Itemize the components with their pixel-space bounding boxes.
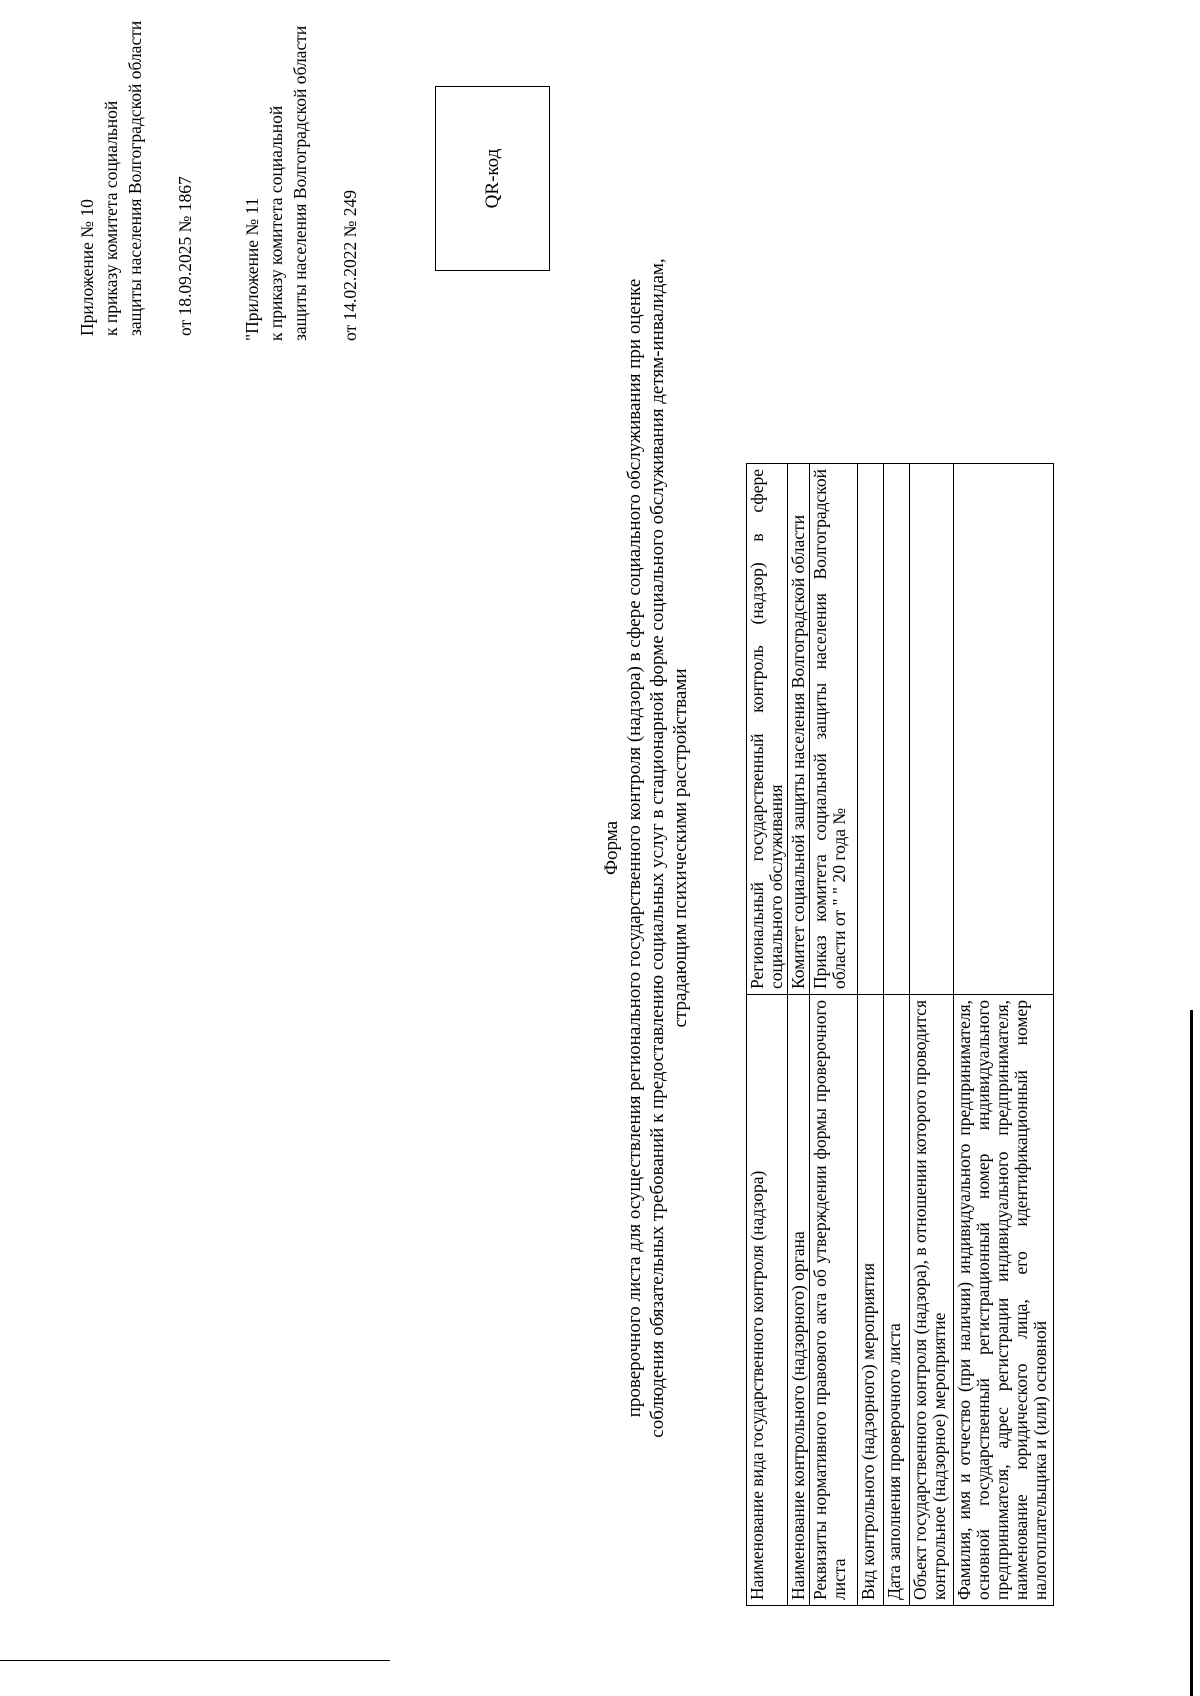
appendix-original-line2: к приказу комитета социальной <box>266 105 286 341</box>
row-value-entity-details <box>954 464 1054 995</box>
row-label-control-type: Наименование вида государственного контроля (надзора) <box>747 995 788 1606</box>
row-label-entity-details: Фамилия, имя и отчество (при наличии) индивидуального предпринимателя, основной государственный регистрационный номер индивидуального предпринимателя, адрес регистрации индивидуального предпринимателя, наименование юридического лица, его идентификационный номер налогоплательщика и (или) основной <box>954 995 1054 1606</box>
table-row <box>910 464 954 1606</box>
row-value-event-type <box>858 464 884 995</box>
form-title-line1: проверочного листа для осуществления регионального государственного контроля (надзора) в сфере социального обслуживания при оценке <box>624 278 645 1418</box>
scan-edge-line-right <box>1190 1010 1193 1696</box>
table-row <box>788 464 810 1606</box>
qr-code-placeholder <box>435 86 550 271</box>
appendix-original-line1: "Приложение № 11 <box>242 197 262 341</box>
row-value-legal-act: Приказ комитета социальной защиты населения Волгоградской области от " " 20 года № <box>810 464 858 995</box>
appendix-current-line1: Приложение № 10 <box>77 199 97 336</box>
checklist-table <box>746 463 1054 1606</box>
table-row <box>884 464 910 1606</box>
form-title-line2: соблюдения обязательных требований к предоставлению социальных услуг в стационарной форме социального обслуживания детям-инвалидам, <box>647 258 668 1438</box>
row-value-authority: Комитет социальной защиты населения Волгоградской области <box>788 464 810 995</box>
appendix-current-line3: защиты населения Волгоградской области <box>125 20 145 336</box>
row-value-fill-date <box>884 464 910 995</box>
table-row <box>954 464 1054 1606</box>
row-label-fill-date: Дата заполнения проверочного листа <box>884 995 910 1606</box>
checklist-table-wrap <box>746 463 1054 1606</box>
row-value-control-type: Региональный государственный контроль (надзор) в сфере социального обслуживания <box>747 464 788 995</box>
scan-edge-line-bottom <box>0 1660 390 1661</box>
row-label-authority: Наименование контрольного (надзорного) органа <box>788 995 810 1606</box>
table-row <box>747 464 788 1606</box>
appendix-original-date: от 14.02.2022 № 249 <box>340 190 360 341</box>
appendix-original <box>240 26 362 341</box>
appendix-current-line2: к приказу комитета социальной <box>101 100 121 336</box>
row-label-legal-act: Реквизиты нормативного правового акта об утверждении формы проверочного листа <box>810 995 858 1606</box>
qr-code-label: QR-код <box>481 148 503 209</box>
row-label-event-type: Вид контрольного (надзорного) мероприятия <box>858 995 884 1606</box>
appendix-original-line3: защиты населения Волгоградской области <box>290 25 310 341</box>
row-value-control-object <box>910 464 954 995</box>
form-title-block <box>600 0 692 1696</box>
appendix-current-date: от 18.09.2025 № 1867 <box>175 176 195 336</box>
table-row <box>810 464 858 1606</box>
form-heading: Форма <box>601 820 622 876</box>
row-label-control-object: Объект государственного контроля (надзора), в отношении которого проводится контрольное (надзорное) мероприятие <box>910 995 954 1606</box>
appendix-current <box>75 21 197 336</box>
table-row <box>858 464 884 1606</box>
form-title-line3: страдающим психическими расстройствами <box>670 668 691 1028</box>
